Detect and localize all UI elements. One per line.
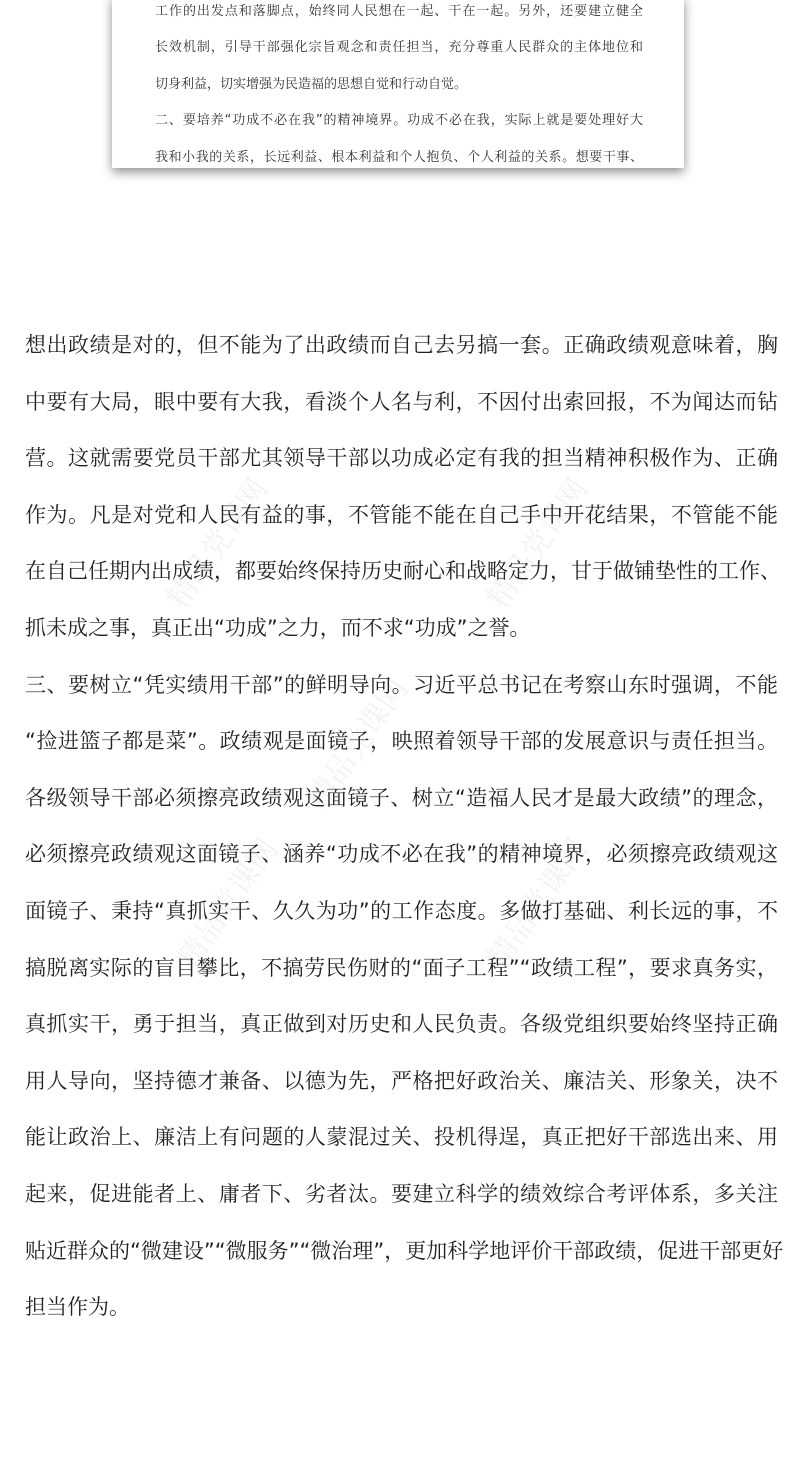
document-preview-card bbox=[112, 0, 684, 168]
card-line: 我和小我的关系，长远利益、根本利益和个人抱负、个人利益的关系。想要干事、 bbox=[155, 150, 643, 165]
paragraph-line: 营。这就需要党员干部尤其领导干部以功成必定有我的担当精神积极作为、正确 bbox=[25, 446, 778, 471]
paragraph-line: 在自己任期内出成绩，都要始终保持历史耐心和战略定力，甘于做铺垫性的工作、 bbox=[25, 559, 781, 584]
paragraph-line: 必须擦亮政绩观这面镜子、涵养“功成不必在我”的精神境界，必须擦亮政绩观这 bbox=[25, 842, 778, 867]
paragraph-line: 想出政绩是对的，但不能为了出政绩而自己去另搞一套。正确政绩观意味着，胸 bbox=[25, 333, 778, 357]
card-line: 工作的出发点和落脚点，始终同人民想在一起、干在一起。另外，还要建立健全 bbox=[155, 4, 643, 19]
paragraph-line: 抓未成之事，真正出“功成”之力，而不求“功成”之誉。 bbox=[25, 615, 531, 640]
paragraph-line: 面镜子、秉持“真抓实干、久久为功”的工作态度。多做打基础、利长远的事，不 bbox=[25, 898, 778, 923]
watermark: 精品党课网 bbox=[300, 672, 416, 816]
paragraph-line: 贴近群众的“微建设”“微服务”“微治理”，更加科学地评价干部政绩，促进干部更好 bbox=[25, 1238, 784, 1263]
paragraph-line: 真抓实干，勇于担当，真正做到对历史和人民负责。各级党组织要始终坚持正确 bbox=[25, 1012, 778, 1037]
paragraph-line: 各级领导干部必须擦亮政绩观这面镜子、树立“造福人民才是最大政绩”的理念， bbox=[25, 785, 778, 810]
card-line: 二、要培养“功成不必在我”的精神境界。功成不必在我，实际上就是要处理好大 bbox=[155, 113, 643, 128]
paragraph-line: 三、要树立“凭实绩用干部”的鲜明导向。习近平总书记在考察山东时强调，不能 bbox=[25, 672, 778, 697]
paragraph-line: “捡进篮子都是菜”。政绩观是面镜子，映照着领导干部的发展意识与责任担当。 bbox=[25, 729, 778, 754]
watermark: 精品党课网 bbox=[170, 832, 286, 976]
paragraph-line: 担当作为。 bbox=[25, 1295, 130, 1320]
article-body bbox=[25, 328, 784, 1347]
paragraph-line: 搞脱离实际的盲目攀比，不搞劳民伤财的“面子工程”“政绩工程”，要求真务实， bbox=[25, 955, 778, 980]
card-line: 切身利益，切实增强为民造福的思想自觉和行动自觉。 bbox=[155, 77, 468, 92]
paragraph-line: 起来，促进能者上、庸者下、劣者汰。要建立科学的绩效综合考评体系，多关注 bbox=[25, 1181, 778, 1206]
watermark: 精品党课网 bbox=[480, 832, 596, 976]
watermark: 精品党课网 bbox=[480, 472, 596, 616]
card-line: 长效机制，引导干部强化宗旨观念和责任担当，充分尊重人民群众的主体地位和 bbox=[155, 40, 643, 55]
paragraph-line: 作为。凡是对党和人民有益的事，不管能不能在自己手中开花结果，不管能不能 bbox=[25, 502, 778, 527]
paragraph-line: 用人导向，坚持德才兼备、以德为先，严格把好政治关、廉洁关、形象关，决不 bbox=[25, 1068, 778, 1093]
paragraph-line: 能让政治上、廉洁上有问题的人蒙混过关、投机得逞，真正把好干部选出来、用 bbox=[25, 1125, 778, 1150]
watermark: 精品党课网 bbox=[160, 472, 276, 616]
paragraph-line: 中要有大局，眼中要有大我，看淡个人名与利，不因付出索回报，不为闻达而钻 bbox=[25, 389, 778, 414]
